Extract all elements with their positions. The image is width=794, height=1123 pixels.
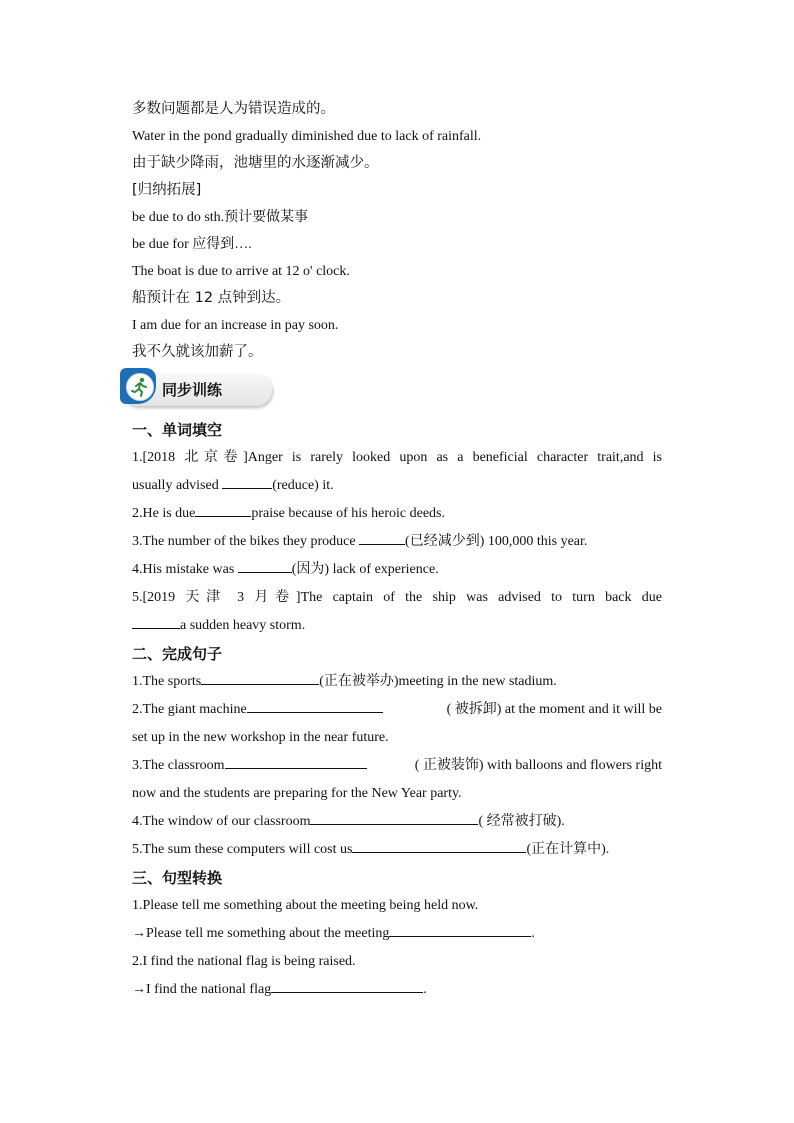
- s1-q5-post: a sudden heavy storm.: [180, 618, 306, 633]
- s1-q2: [132, 500, 662, 528]
- intro-line-9: I am due for an increase in pay soon.: [132, 318, 339, 333]
- s1-q5-blank[interactable]: [132, 614, 180, 629]
- runner-icon: [126, 373, 154, 401]
- s1-q1-blank[interactable]: [222, 474, 272, 489]
- s3-q2: 2.I find the national flag is being raised.: [132, 954, 356, 969]
- intro-line-6: be due for 应得到….: [132, 237, 252, 252]
- s1-q1-post: (reduce) it.: [272, 478, 334, 493]
- s1-q5-line-a: 5.[2019 天津 3 月卷]The captain of the ship was advised to turn back due: [132, 590, 662, 605]
- s3-q2-answer: [132, 976, 662, 1004]
- s2-q1-pre: 1.The sports: [132, 674, 202, 689]
- s2-q2-pre: 2.The giant machine: [132, 702, 247, 717]
- intro-line-10: 我不久就该加薪了。: [132, 344, 263, 360]
- intro-line-2: Water in the pond gradually diminished due to lack of rainfall.: [132, 129, 482, 144]
- section-badge: [122, 368, 662, 414]
- s1-q1-pre: usually advised: [132, 478, 223, 493]
- section-3-heading: 三、句型转换: [132, 869, 223, 887]
- s2-q5: [132, 836, 662, 864]
- s3-q1-ans-pre: →Please tell me something about the meeting: [132, 926, 390, 941]
- s1-q4: [132, 556, 662, 584]
- s3-q1-answer: [132, 920, 662, 948]
- s3-q1-blank[interactable]: [389, 922, 531, 937]
- s1-q2-post: praise because of his heroic deeds.: [251, 506, 445, 521]
- s1-q3: [132, 528, 662, 556]
- s1-q3-post: (已经减少到) 100,000 this year.: [405, 534, 588, 549]
- s2-q3-line-b: now and the students are preparing for the New Year party.: [132, 786, 462, 801]
- s1-q3-pre: 3.The number of the bikes they produce: [132, 534, 360, 549]
- page-content: [132, 96, 662, 1004]
- s3-q1-ans-post: .: [531, 926, 535, 941]
- s2-q3-pre: 3.The classroom: [132, 758, 225, 773]
- s2-q1: [132, 668, 662, 696]
- s3-q2-ans-post: .: [423, 982, 427, 997]
- s2-q3-lead: [132, 752, 367, 780]
- s3-q2-blank[interactable]: [271, 978, 423, 993]
- intro-line-1: 多数问题都是人为错误造成的。: [132, 101, 335, 117]
- s2-q1-post: (正在被举办)meeting in the new stadium.: [319, 674, 557, 689]
- s2-q4-pre: 4.The window of our classroom: [132, 814, 311, 829]
- s2-q4-blank[interactable]: [310, 810, 478, 825]
- s2-q2-blank[interactable]: [247, 698, 383, 713]
- s2-q4: [132, 808, 662, 836]
- badge-title: 同步训练: [162, 381, 223, 399]
- s2-q3-blank[interactable]: [225, 754, 367, 769]
- s2-q4-post: ( 经常被打破).: [478, 814, 565, 829]
- s2-q2-line-b: set up in the new workshop in the near future.: [132, 730, 389, 745]
- s1-q4-pre: 4.His mistake was: [132, 562, 238, 577]
- s2-q5-pre: 5.The sum these computers will cost us: [132, 842, 353, 857]
- s2-q2-post: ( 被拆卸) at the moment and it will be: [446, 702, 662, 717]
- s1-q1-line-a: 1.[2018 北京卷]Anger is rarely looked upon as a beneficial character trait,and is: [132, 450, 662, 465]
- s1-q4-post: (因为) lack of experience.: [291, 562, 439, 577]
- s1-q5-line-b: [132, 612, 662, 640]
- intro-line-3: 由于缺少降雨，池塘里的水逐渐减少。: [132, 155, 379, 171]
- intro-line-4: [归纳拓展]: [132, 182, 202, 198]
- s2-q5-blank[interactable]: [352, 838, 526, 853]
- s2-q3: [132, 752, 662, 780]
- s2-q2: [132, 696, 662, 724]
- s1-q2-pre: 2.He is due: [132, 506, 196, 521]
- intro-line-5: be due to do sth.预计要做某事: [132, 210, 309, 225]
- s2-q2-lead: [132, 696, 383, 724]
- s1-q2-blank[interactable]: [195, 502, 251, 517]
- s1-q1-line-b: [132, 472, 662, 500]
- s3-q2-ans-pre: →I find the national flag: [132, 982, 272, 997]
- section-2-heading: 二、完成句子: [132, 645, 223, 663]
- s2-q5-post: (正在计算中).: [526, 842, 610, 857]
- section-1-heading: 一、单词填空: [132, 421, 223, 439]
- s2-q3-post: ( 正被装饰) with balloons and flowers right: [414, 758, 662, 773]
- s1-q4-blank[interactable]: [238, 558, 292, 573]
- s2-q1-blank[interactable]: [201, 670, 319, 685]
- intro-line-8: 船预计在 12 点钟到达。: [132, 290, 291, 306]
- s3-q1: 1.Please tell me something about the meeting being held now.: [132, 898, 479, 913]
- s1-q3-blank[interactable]: [359, 530, 405, 545]
- intro-line-7: The boat is due to arrive at 12 o' clock.: [132, 264, 350, 279]
